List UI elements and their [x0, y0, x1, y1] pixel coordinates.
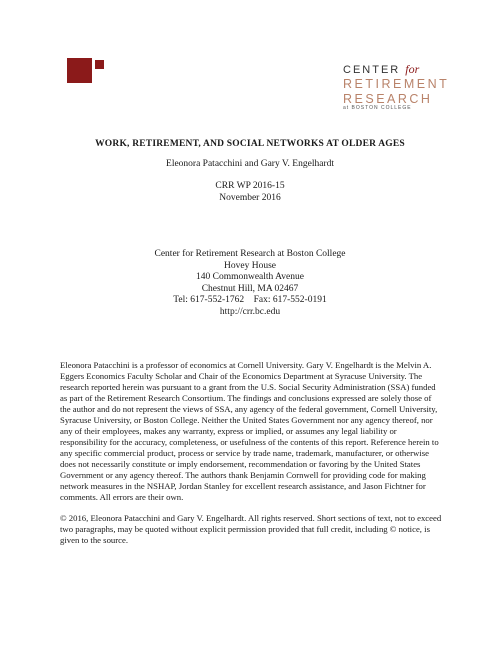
logo-line-boston-college: at BOSTON COLLEGE [343, 105, 412, 111]
logo-squares [67, 58, 107, 83]
paper-identifier [0, 181, 500, 204]
crr-logo [343, 63, 453, 111]
logo-line-retirement: RETIREMENT [343, 77, 450, 91]
logo-square-large [67, 58, 92, 83]
paper-date: November 2016 [219, 192, 281, 203]
address-block [0, 249, 500, 318]
address-street: 140 Commonwealth Avenue [195, 272, 304, 282]
logo-square-small [95, 60, 104, 69]
address-url[interactable]: http://crr.bc.edu [219, 306, 281, 317]
logo-line-center: CENTER for [343, 62, 420, 76]
logo-for: for [405, 62, 420, 76]
disclaimer-paragraph: Eleonora Patacchini is a professor of economics at Cornell University. Gary V. Engelhardt is the Melvin A. Eggers Economics Faculty Scholar and Chair of the Economics Department at Syracuse University. The research reported herein was pursuant to a grant from the U.S. Social Security Administration (SSA) funded as part of the Retirement Research Consortium. The findings and conclusions expressed are solely those of the author and do not represent the views of SSA, any agency of the federal government, Cornell University, Syracuse University, or Boston College. Neither the United States Government nor any agency thereof, nor any of their employees, makes any warranty, express or implied, or assumes any legal liability or responsibility for the accuracy, completeness, or usefulness of the contents of this report. Reference herein to any specific commercial product, process or service by trade name, trademark, manufacturer, or otherwise does not necessarily constitute or imply endorsement, recommendation or favoring by the United States Government or any agency thereof. The authors thank Benjamin Cornwell for providing code for making network measures in the NSHAP, Jordan Stanley for excellent research assistance, and Jason Fichtner for comments. All errors are their own. [60, 360, 439, 502]
address-building: Hovey House [224, 260, 276, 271]
paper-authors: Eleonora Patacchini and Gary V. Engelhardt [166, 159, 334, 169]
notes-section [60, 360, 444, 546]
copyright-paragraph: © 2016, Eleonora Patacchini and Gary V. Engelhardt. All rights reserved. Short sections of text, not to exceed two paragraphs, may be quoted without explicit permission provided that full credit, including © notice, is given to the source. [60, 513, 442, 545]
address-phone-fax: Tel: 617-552-1762 Fax: 617-552-0191 [173, 295, 327, 305]
working-paper-number: CRR WP 2016-15 [215, 181, 285, 191]
paper-title: WORK, RETIREMENT, AND SOCIAL NETWORKS AT OLDER AGES [95, 139, 405, 149]
logo-line-research: RESEARCH [343, 91, 433, 106]
address-city: Chestnut Hill, MA 02467 [201, 283, 299, 294]
address-org: Center for Retirement Research at Boston College [154, 249, 346, 259]
